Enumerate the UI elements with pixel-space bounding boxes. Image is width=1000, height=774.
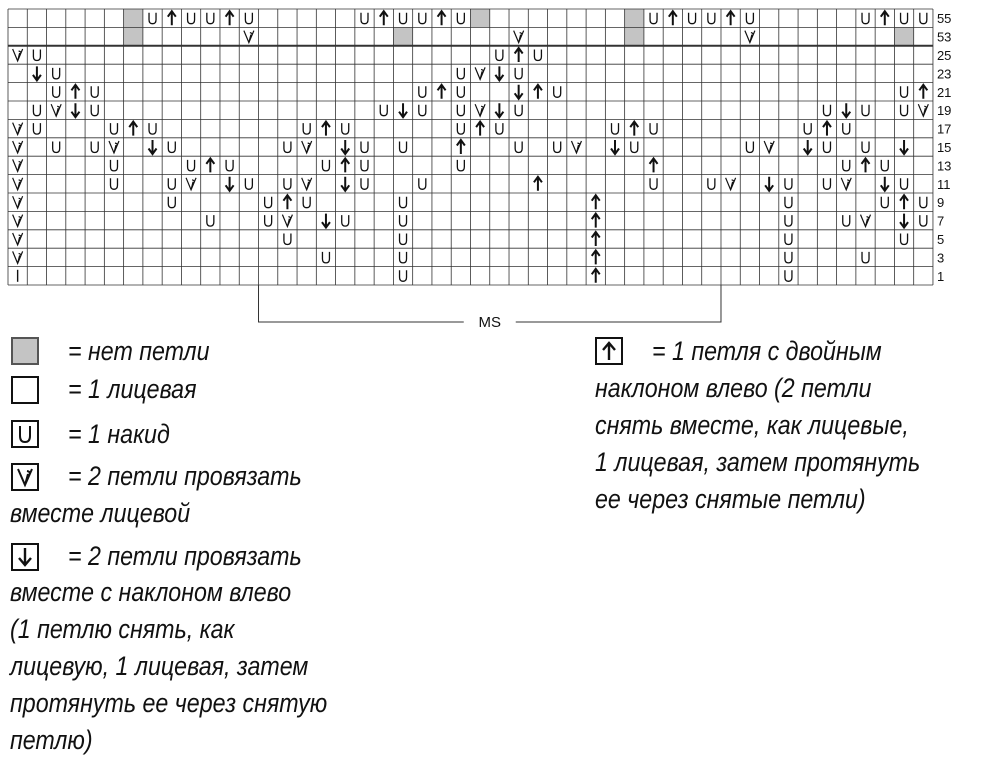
legend-skp-line4: лицевую, 1 лицевая, затем [10,651,309,681]
no-stitch-cell [625,27,644,45]
yarn-over-cell [920,13,927,24]
yarn-over-cell [188,13,195,24]
k2tog-cell [745,31,755,43]
yarn-over-cell [823,142,830,153]
skp-decrease-cell [842,103,850,117]
yarn-over-cell [342,215,349,226]
yarn-over-cell [400,215,407,226]
double-decrease-cell [862,158,870,172]
row-number-label: 13 [936,158,952,174]
row-number-label: 25 [936,48,952,63]
yarn-over-cell [91,105,98,116]
skp-decrease-cell [322,214,330,228]
yarn-over-cell [457,86,464,97]
double-decrease-cell [71,85,79,99]
k2tog-cell [302,178,312,190]
yarn-over-cell [226,160,233,171]
double-decrease-cell [881,11,889,25]
yarn-over-cell [496,123,503,134]
yarn-over-cell [53,68,60,79]
skp-decrease-cell [341,140,349,154]
yarn-over-cell [843,123,850,134]
knitting-chart [0,0,1000,335]
double-decrease-cell [823,122,831,136]
yarn-over-cell [400,270,407,281]
yarn-over-cell [400,142,407,153]
double-decrease-cell [457,140,465,154]
yarn-over-cell [361,142,368,153]
legend-skp-line2: вместе с наклоном влево [10,577,292,607]
yarn-over-cell [823,105,830,116]
k2tog-cell [109,141,119,153]
yarn-over-cell [207,13,214,24]
skp-decrease-cell [495,103,503,117]
yarn-over-cell [746,13,753,24]
yarn-over-cell [400,13,407,24]
legend-double-line1: = 1 петля с двойным [652,336,882,366]
k2tog-cell [13,196,23,208]
double-decrease-cell [534,177,542,191]
yarn-over-cell [901,234,908,245]
no-stitch-cell [625,9,644,27]
yarn-over-cell [53,142,60,153]
yarn-over-cell [650,123,657,134]
yarn-over-cell [168,142,175,153]
k2tog-cell [475,104,485,116]
double-decrease-cell [438,85,446,99]
double-decrease-cell [380,11,388,25]
double-decrease-cell [476,122,484,136]
k2tog-cell [13,178,23,190]
yarn-over-cell [785,197,792,208]
yarn-over-cell [881,197,888,208]
double-decrease-cell [592,269,600,283]
yarn-over-cell [746,142,753,153]
yarn-over-cell [785,234,792,245]
yarn-over-cell [168,197,175,208]
row-number-label: 3 [936,250,945,266]
yarn-over-cell [207,215,214,226]
double-decrease-cell [206,158,214,172]
double-decrease-cell [341,158,349,172]
legend-double-line3: снять вместе, как лицевые, [595,410,909,440]
row-number-label: 11 [936,176,951,192]
row-number-label: 7 [936,213,945,229]
row-number-label: 53 [936,29,952,45]
yarn-over-key-icon [11,420,39,448]
yarn-over-cell [419,105,426,116]
yarn-over-cell [284,142,291,153]
yarn-over-cell [419,86,426,97]
no-stitch-cell [470,9,489,27]
yarn-over-cell [168,178,175,189]
legend-double-line5: ее через снятые петли) [595,484,866,514]
yarn-over-cell [284,178,291,189]
row-number-label: 55 [936,11,952,27]
yarn-over-cell [342,123,349,134]
yarn-over-cell [862,252,869,263]
k2tog-cell [302,141,312,153]
yarn-over-cell [901,13,908,24]
k2tog-cell [13,49,23,61]
yarn-over-cell [823,178,830,189]
yarn-over-cell [554,86,561,97]
yarn-over-cell [862,105,869,116]
ms-label: MS [478,314,501,331]
double-decrease-cell [515,48,523,62]
no-stitch-cell [894,27,913,45]
k2tog-cell [475,67,485,79]
yarn-over-cell [419,13,426,24]
yarn-over-cell [862,142,869,153]
k2tog-cell [13,141,23,153]
double-decrease-cell [438,11,446,25]
double-decrease-cell [669,11,677,25]
yarn-over-cell [400,197,407,208]
double-decrease-cell [283,195,291,209]
k2tog-cell [861,215,871,227]
k2tog-cell [514,31,524,43]
double-decrease-key-icon [595,337,623,365]
yarn-over-cell [901,178,908,189]
legend-yarn-over: = 1 накид [68,419,170,449]
skp-decrease-cell [515,85,523,99]
k2tog-cell [918,104,928,116]
yarn-over-cell [881,160,888,171]
yarn-over-cell [496,50,503,61]
knit-stitch-key-icon [11,376,39,404]
row-number-label: 19 [936,103,952,119]
yarn-over-cell [554,142,561,153]
yarn-over-cell [33,105,40,116]
yarn-over-cell [457,123,464,134]
k2tog-cell [13,215,23,227]
yarn-over-cell [457,160,464,171]
yarn-over-cell [457,68,464,79]
yarn-over-cell [361,160,368,171]
yarn-over-cell [265,197,272,208]
skp-decrease-key-icon [11,543,39,571]
legend-k2tog-line1: = 2 петли провязать [68,461,302,491]
yarn-over-cell [419,178,426,189]
double-decrease-cell [900,195,908,209]
yarn-over-cell [400,252,407,263]
row-number-label: 21 [936,84,952,100]
k2tog-cell [13,233,23,245]
double-decrease-cell [534,85,542,99]
yarn-over-cell [804,123,811,134]
skp-decrease-cell [611,140,619,154]
double-decrease-cell [168,11,176,25]
yarn-over-cell [245,13,252,24]
yarn-over-cell [284,234,291,245]
skp-decrease-cell [765,177,773,191]
legend-double-line4: 1 лицевая, затем протянуть [595,447,921,477]
yarn-over-cell [322,252,329,263]
yarn-over-cell [785,178,792,189]
yarn-over-cell [785,215,792,226]
yarn-over-cell [110,160,117,171]
k2tog-cell [571,141,581,153]
yarn-over-cell [33,50,40,61]
yarn-over-cell [650,13,657,24]
no-stitch-cell [393,27,412,45]
yarn-over-cell [303,197,310,208]
skp-decrease-cell [71,103,79,117]
skp-decrease-cell [900,140,908,154]
row-number-label: 1 [936,268,945,284]
yarn-over-cell [33,123,40,134]
legend-skp-line5: протянуть ее через снятую [10,688,328,718]
yarn-over-cell [322,160,329,171]
row-number-label: 9 [936,195,945,211]
yarn-over-cell [612,123,619,134]
k2tog-cell [841,178,851,190]
double-decrease-cell [129,122,137,136]
double-decrease-cell [592,250,600,264]
yarn-over-cell [400,234,407,245]
skp-decrease-cell [900,214,908,228]
yarn-over-cell [361,178,368,189]
yarn-over-cell [265,215,272,226]
legend-double-line2: наклоном влево (2 петли [595,373,872,403]
yarn-over-cell [843,160,850,171]
legend-knit: = 1 лицевая [68,374,197,404]
yarn-over-cell [515,142,522,153]
yarn-over-cell [149,13,156,24]
row-number-label: 5 [936,232,945,247]
yarn-over-cell [901,86,908,97]
yarn-over-cell [303,123,310,134]
yarn-over-cell [91,86,98,97]
k2tog-cell [186,178,196,190]
row-number-label: 23 [936,66,952,82]
legend-skp-line3: (1 петлю снять, как [10,614,235,644]
yarn-over-cell [785,270,792,281]
double-decrease-cell [630,122,638,136]
no-stitch-key-icon [11,337,39,365]
yarn-over-cell [457,105,464,116]
yarn-over-cell [110,123,117,134]
yarn-over-cell [862,13,869,24]
yarn-over-cell [708,178,715,189]
yarn-over-cell [110,178,117,189]
k2tog-cell [244,31,254,43]
yarn-over-cell [53,86,60,97]
k2tog-cell [13,123,23,135]
double-decrease-cell [322,122,330,136]
yarn-over-cell [650,178,657,189]
k2tog-cell [13,159,23,171]
yarn-over-cell [149,123,156,134]
double-decrease-cell [919,85,927,99]
k2tog-cell [726,178,736,190]
yarn-over-cell [245,178,252,189]
yarn-over-cell [534,50,541,61]
k2tog-cell [51,104,61,116]
legend-skp-line1: = 2 петли провязать [68,541,302,571]
yarn-over-cell [708,13,715,24]
yarn-over-cell [457,13,464,24]
legend-skp-line6: петлю) [10,725,93,755]
row-number-label: 17 [936,121,952,137]
skp-decrease-cell [399,103,407,117]
k2tog-cell [764,141,774,153]
yarn-over-cell [361,13,368,24]
skp-decrease-cell [341,177,349,191]
double-decrease-cell [592,232,600,246]
double-decrease-cell [727,11,735,25]
yarn-over-cell [920,197,927,208]
double-decrease-cell [592,195,600,209]
double-decrease-cell [650,158,658,172]
skp-decrease-cell [149,140,157,154]
yarn-over-cell [631,142,638,153]
yarn-over-cell [188,160,195,171]
no-stitch-cell [124,27,143,45]
yarn-over-cell [91,142,98,153]
skp-decrease-cell [804,140,812,154]
k2tog-cell [13,251,23,263]
yarn-over-cell [515,68,522,79]
yarn-over-cell [843,215,850,226]
double-decrease-cell [226,11,234,25]
legend-k2tog-line2: вместе лицевой [10,498,191,528]
skp-decrease-cell [881,177,889,191]
yarn-over-cell [901,105,908,116]
double-decrease-cell [592,214,600,228]
yarn-over-cell [380,105,387,116]
skp-decrease-cell [226,177,234,191]
skp-decrease-cell [33,66,41,80]
yarn-over-cell [920,215,927,226]
skp-decrease-cell [495,66,503,80]
legend-no-stitch: = нет петли [68,336,210,366]
no-stitch-cell [124,9,143,27]
row-number-label: 15 [936,140,952,155]
k2tog-cell [282,215,292,227]
yarn-over-cell [689,13,696,24]
yarn-over-cell [515,105,522,116]
k2tog-key-icon [11,463,39,491]
yarn-over-cell [785,252,792,263]
